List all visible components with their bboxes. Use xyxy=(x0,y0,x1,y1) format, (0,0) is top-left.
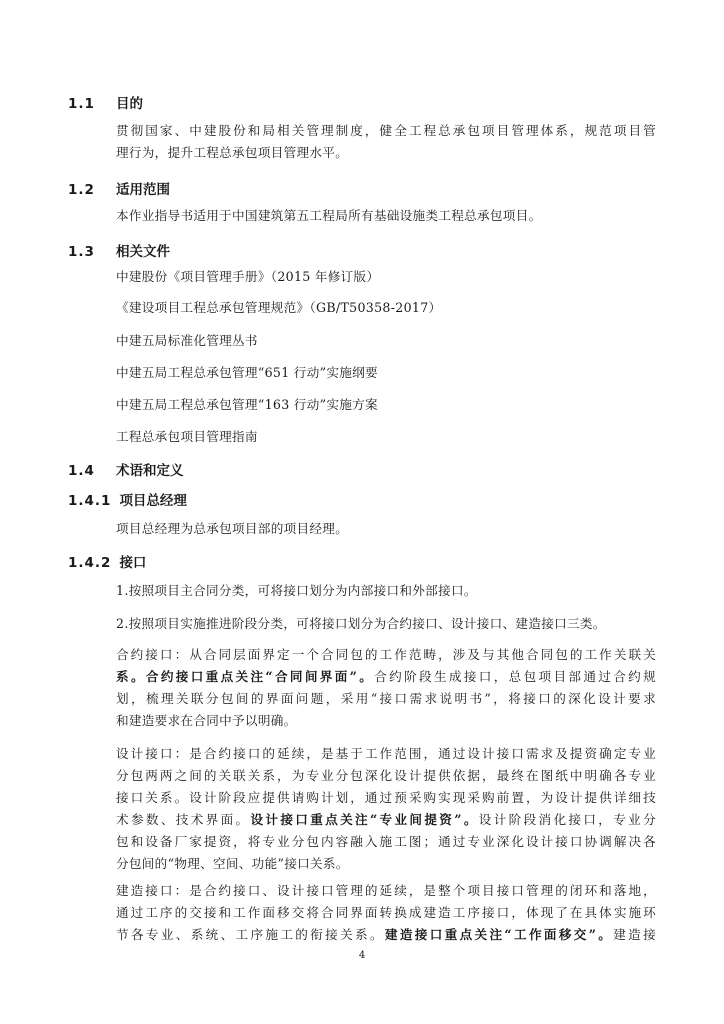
section-title: 适用范围 xyxy=(116,182,170,198)
emphasis-text: 设计接口重点关注“专业间提资”。 xyxy=(250,812,479,827)
paragraph-purpose xyxy=(116,120,656,164)
related-doc-item xyxy=(116,362,656,384)
section-number: 1.3 xyxy=(68,244,95,260)
text-segment: 术参数、技术界面。 xyxy=(116,812,251,827)
emphasis-text: 建造接口重点关注“工作面移交”。 xyxy=(384,927,614,942)
section-title: 接口 xyxy=(119,555,147,571)
related-doc-item xyxy=(116,426,656,448)
section-number: 1.4.2 xyxy=(68,555,112,571)
paragraph-scope xyxy=(116,205,656,227)
text-line: 理行为，提升工程总承包项目管理水平。 xyxy=(116,145,349,160)
text-segment: 合约阶段生成接口，总包项目部通过合约规 xyxy=(374,669,656,684)
section-number: 1.4.1 xyxy=(68,493,112,509)
section-number: 1.2 xyxy=(68,182,95,198)
text-line: 本作业指导书适用于中国建筑第五工程局所有基础设施类工程总承包项目。 xyxy=(116,208,542,223)
text-line: 接口关系。设计阶段应提供请购计划，通过预采购实现采购前置，为设计提供详细技 xyxy=(116,790,656,805)
section-heading-1-1 xyxy=(68,92,143,112)
text-line: 通过工序的交接和工作面移交将合同界面转换成建造工序接口，体现了在具体实施环 xyxy=(116,905,656,920)
section-heading-1-4 xyxy=(68,459,184,479)
related-doc-item xyxy=(116,394,656,416)
text-line: 包和设备厂家提资，将专业分包内容融入施工图；通过专业深化设计接口协调解决各 xyxy=(116,834,656,849)
paragraph-contract-interface xyxy=(116,644,656,732)
paragraph-design-interface xyxy=(116,743,656,875)
interface-item-2 xyxy=(116,613,656,635)
section-heading-1-4-2 xyxy=(68,551,146,571)
text-line: 合约接口：从合同层面界定一个合同包的工作范畴，涉及与其他合同包的工作关联关 xyxy=(116,647,656,662)
text-line: 2.按照项目实施推进阶段分类，可将接口划分为合约接口、设计接口、建造接口三类。 xyxy=(116,616,606,631)
text-segment: 建造接 xyxy=(613,927,656,942)
text-line: 项目总经理为总承包项目部的项目经理。 xyxy=(116,521,349,536)
text-line: 和建造要求在合同中予以明确。 xyxy=(116,713,297,728)
text-line: 设计接口：是合约接口的延续，是基于工作范围，通过设计接口需求及提资确定专业 xyxy=(116,746,656,761)
text-line: 划，梳理关联分包间的界面问题，采用“接口需求说明书”，将接口的深化设计要求 xyxy=(116,691,656,706)
related-doc-item xyxy=(116,297,656,319)
text-line: 分包两两之间的关联关系，为专业分包深化设计提供依据，最终在图纸中明确各专业 xyxy=(116,768,656,783)
text-segment: 节各专业、系统、工序施工的衔接关系。 xyxy=(116,927,385,942)
section-number: 1.1 xyxy=(68,96,95,112)
section-number: 1.4 xyxy=(68,463,95,479)
section-heading-1-3 xyxy=(68,240,170,260)
section-title: 项目总经理 xyxy=(119,493,187,509)
text-line: 中建五局工程总承包管理“651 行动”实施纲要 xyxy=(116,365,378,380)
related-doc-item xyxy=(116,266,656,288)
text-line: 中建五局标准化管理丛书 xyxy=(116,333,258,348)
paragraph-project-manager xyxy=(116,518,656,540)
section-title: 术语和定义 xyxy=(116,463,184,479)
text-line: 中建股份《项目管理手册》（2015 年修订版） xyxy=(116,269,380,284)
text-segment: 设计阶段消化接口，专业分 xyxy=(478,812,656,827)
section-heading-1-2 xyxy=(68,178,170,198)
emphasis-text: 系。合约接口重点关注“合同间界面”。 xyxy=(116,669,375,684)
related-doc-item xyxy=(116,330,656,352)
text-line: 建造接口：是合约接口、设计接口管理的延续，是整个项目接口管理的闭环和落地， xyxy=(116,883,656,898)
interface-item-1 xyxy=(116,580,656,602)
text-line xyxy=(116,924,656,946)
text-line: 工程总承包项目管理指南 xyxy=(116,429,258,444)
section-title: 相关文件 xyxy=(116,244,170,260)
text-line: 1.按照项目主合同分类，可将接口划分为内部接口和外部接口。 xyxy=(116,583,477,598)
text-line xyxy=(116,809,656,831)
text-line: 分包间的“物理、空间、功能”接口关系。 xyxy=(116,856,349,871)
text-line: 中建五局工程总承包管理“163 行动”实施方案 xyxy=(116,397,378,412)
text-line: 贯彻国家、中建股份和局相关管理制度，健全工程总承包项目管理体系，规范项目管 xyxy=(116,123,656,138)
paragraph-construction-interface xyxy=(116,880,656,946)
section-heading-1-4-1 xyxy=(68,489,187,509)
section-title: 目的 xyxy=(116,96,143,112)
page-number: 4 xyxy=(358,950,366,961)
text-line: 《建设项目工程总承包管理规范》（GB/T50358-2017） xyxy=(116,300,442,315)
text-line xyxy=(116,666,656,688)
